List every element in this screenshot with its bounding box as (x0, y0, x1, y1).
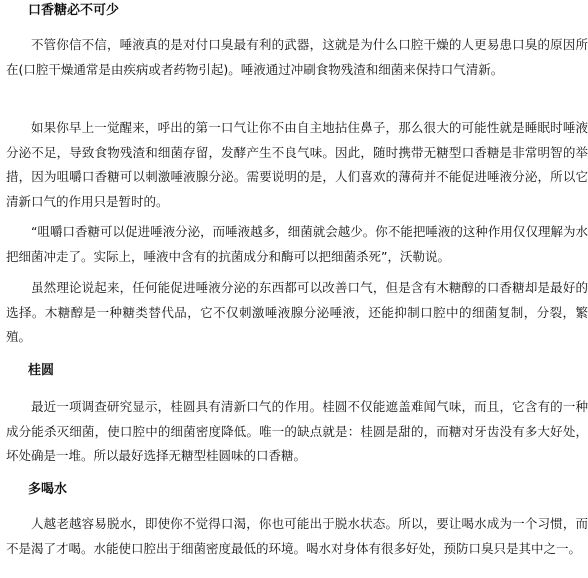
section-heading-drink-water: 多喝水 (28, 482, 68, 497)
paragraph: 虽然理论说起来，任何能促进唾液分泌的东西都可以改善口气，但是含有木糖醇的口香糖却是最好的选择。木糖醇是一种糖类替代品，它不仅刺激唾液腺分泌唾液，还能抑制口腔中的细菌复制，分裂，繁殖。 (6, 280, 588, 344)
quote-paragraph: “咀嚼口香糖可以促进唾液分泌，而唾液越多，细菌就会越少。你不能把唾液的这种作用仅仅理解为水把细菌冲走了。实际上，唾液中含有的抗菌成分和酶可以把细菌杀死”，沃勒说。 (6, 224, 588, 264)
paragraph: 如果你早上一觉醒来，呼出的第一口气让你不由自主地拈住鼻子，那么很大的可能性就是睡眠时唾液分泌不足，导致食物残渣和细菌存留，发酵产生不良气味。因此，随时携带无糖型口香糖是非常明智的举措，因为咀嚼口香糖可以刺激唾液腺分泌。需要说明的是，人们喜欢的薄荷并不能促进唾液分泌，所以它清新口气的作用只是暂时的。 (6, 120, 588, 209)
paragraph: 最近一项调查研究显示，桂圆具有清新口气的作用。桂圆不仅能遮盖难闻气味，而且，它含有的一种成分能杀灭细菌，使口腔中的细菌密度降低。唯一的缺点就是：桂圆是甜的，而糖对牙齿没有多大好处，坏处确是一堆。所以最好选择无糖型桂圆味的口香糖。 (6, 399, 588, 463)
paragraph: 不管你信不信，唾液真的是对付口臭最有利的武器，这就是为什么口腔干燥的人更易患口臭的原因所在(口腔干燥通常是由疾病或者药物引起)。唾液通过冲刷食物残渣和细菌来保持口气清新。 (6, 37, 588, 77)
section-heading-longan: 桂圆 (28, 363, 55, 378)
paragraph: 人越老越容易脱水，即使你不觉得口渴，你也可能出于脱水状态。所以，要让喝水成为一个习惯，而不是渴了才喝。水能使口腔出于细菌密度最低的环境。喝水对身体有很多好处，预防口臭只是其中之一。 (6, 516, 588, 556)
section-heading-chewing-gum: 口香糖必不可少 (28, 3, 120, 18)
